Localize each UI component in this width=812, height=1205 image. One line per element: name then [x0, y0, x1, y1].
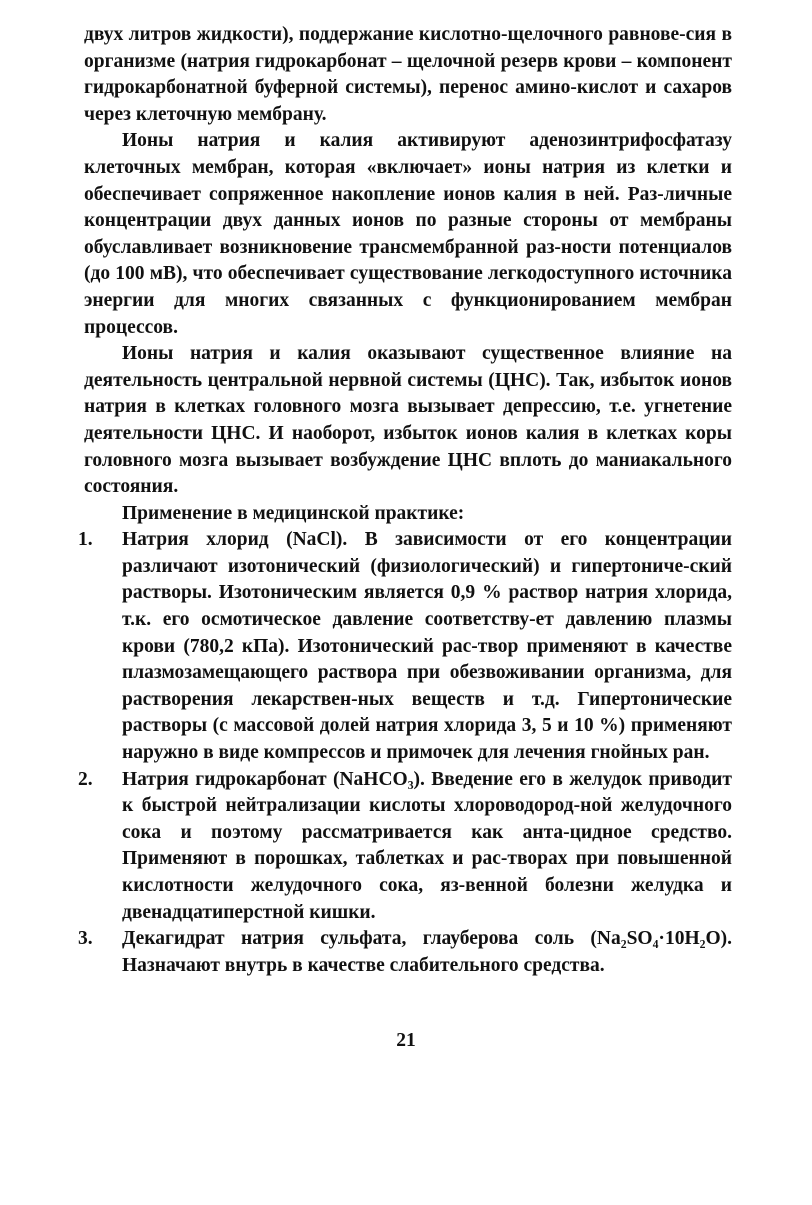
list-item-number: 1. [78, 529, 93, 551]
paragraph-continuation: двух литров жидкости), поддержание кислотно-щелочного равнове-сия в организме (натрия гидрокарбонат – щелочной резерв крови – компонент гидрокарбонатной буферной системы), перенос амино-кислот и сахаров через клеточную мембрану. [84, 24, 732, 125]
list-item-text: Натрия хлорид (NaCl). В зависимости от его концентрации различают изотонический (физиологический) и гипертониче-ский растворы. Изотоническим является 0,9 % раствор натрия хлорида, т.к. его осмотическое давление соответству-ет давлению плазмы крови (780,2 кПа). Изотонический рас-твор применяют в качестве плазмозамещающего раствора при обезвоживании организма, для растворения лекарствен-ных веществ и т.д. Гипертонические растворы (с массовой долей натрия хлорида 3, 5 и 10 %) применяют наружно в виде компрессов и примочек для лечения гнойных ран. [122, 529, 732, 764]
paragraph-atpase: Ионы натрия и калия активируют аденозинтрифосфатазу клеточных мембран, которая «включает» ионы натрия из клетки и обеспечивает сопряженное накопление ионов калия в ней. Раз-личные концентрации двух данных ионов по разные стороны от мембраны обуславливает возникновение трансмембранной раз-ности потенциалов (до 100 мВ), что обеспечивает существование легкодоступного источника энергии для многих связанных с функционированием мембран процессов. [84, 130, 732, 338]
application-list [78, 527, 732, 979]
list-item-text: Декагидрат натрия сульфата, глауберова соль (Na₂SO₄·10H₂O). Назначают внутрь в качестве слабительного средства. [122, 928, 732, 976]
list-item-number: 3. [78, 928, 93, 950]
list-item [78, 926, 732, 979]
page-body [78, 22, 732, 979]
section-heading: Применение в медицинской практике: [122, 502, 465, 524]
list-item-text: Натрия гидрокарбонат (NaHCO₃). Введение его в желудок приводит к быстрой нейтрализации кислоты хлороводород-ной желудочного сока и поэтому рассматривается как анта-цидное средство. Применяют в порошках, таблетках и рас-творах при повышенной кислотности желудочного сока, яз-венной болезни желудка и двенадцатиперстной кишки. [122, 768, 732, 923]
list-item [78, 527, 732, 766]
page-number: 21 [396, 1030, 416, 1051]
paragraph-cns: Ионы натрия и калия оказывают существенное влияние на деятельность центральной нервной системы (ЦНС). Так, избыток ионов натрия в клетках головного мозга вызывает депрессию, т.е. угнетение деятельности ЦНС. И наоборот, избыток ионов калия в клетках коры головного мозга вызывает возбуждение ЦНС вплоть до маниакального состояния. [84, 343, 732, 498]
list-item [78, 767, 732, 927]
list-item-number: 2. [78, 768, 93, 790]
